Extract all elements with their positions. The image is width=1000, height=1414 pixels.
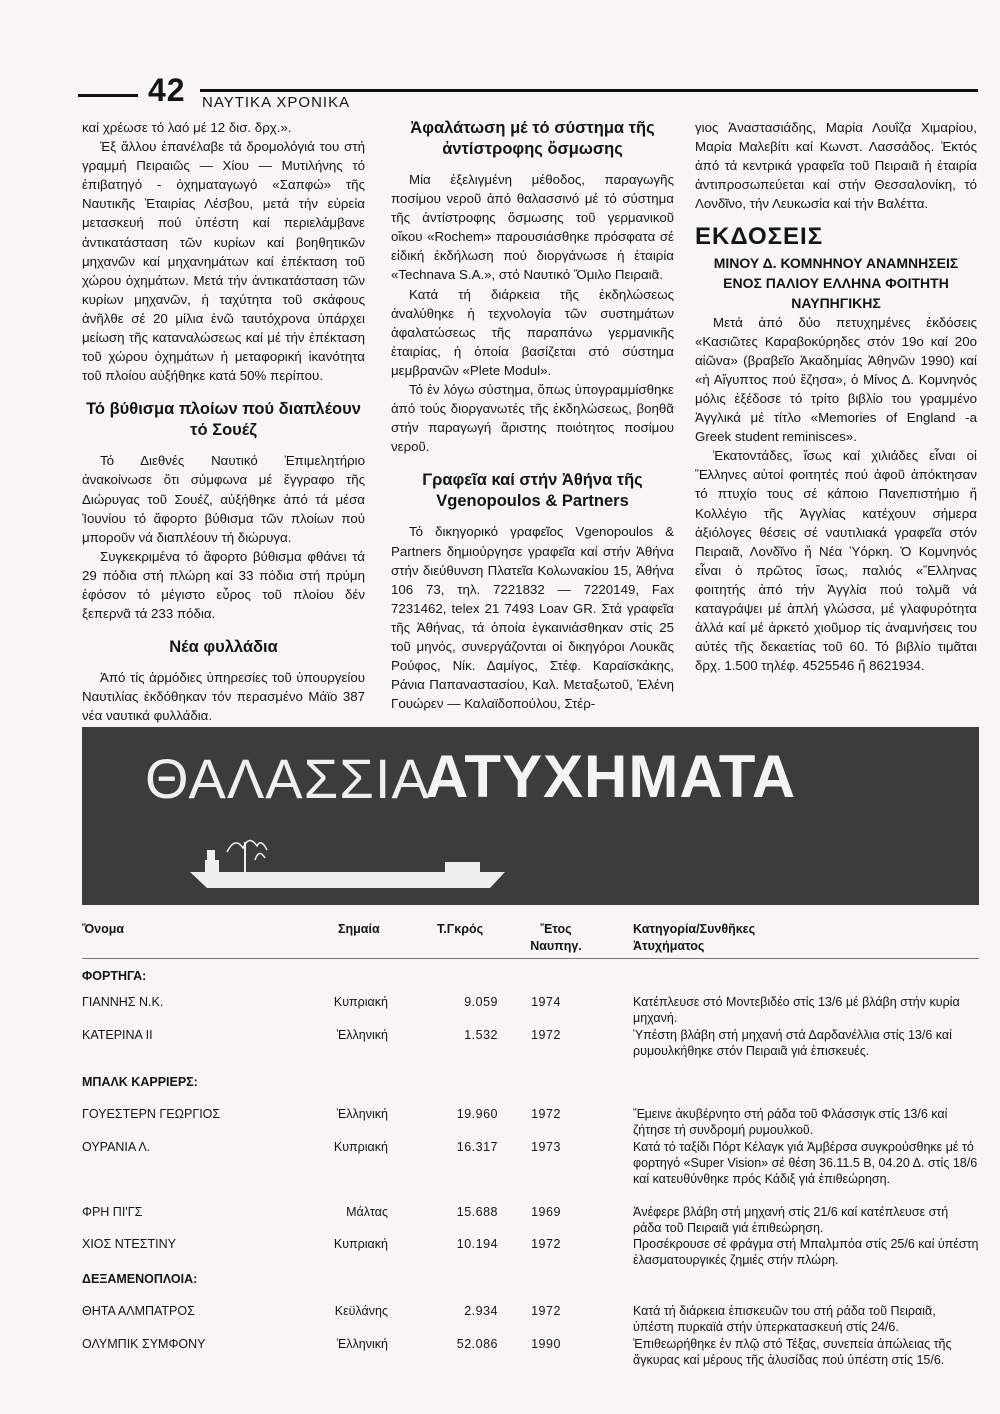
cell-flag: Μάλτας [346, 1205, 388, 1219]
column-3 [695, 118, 977, 675]
banner-title-bold: ΑΤΥΧΗΜΑΤΑ [425, 743, 797, 810]
paragraph: Τό δικηγορικό γραφεῖος Vgenopoulos & Partners δημιούργησε γραφεῖα καί στήν Ἀθήνα στήν διεύθυνση Πλατεῖα Κολωνακίου 15, Ἀθήνα 106 73, τηλ. 7221832 — 7220149, Fax 7231462, telex 21 7493 Loav GR. Στά γραφεῖα τῆς Ἀθήνας, τά ὁποία ἐγκαινιάσθηκαν στίς 25 τοῦ μηνός, συνεργάζονται οἱ δικηγόροι Λουκᾶς Ρούφος, Νίκ. Δαμίγος, Στέφ. Καραϊσκάκης, Ράνια Παπαναστασίου, Καλ. Μεταξωτοῦ, Ἑλένη Γουώρεν — Καλαϊδοπούλου, Στέρ- [391, 524, 674, 712]
section-heading-publications: ΕΚΔΟΣΕΙΣ [695, 223, 824, 251]
article-heading-desalination: Ἀφαλάτωση μέ τό σύστημα τῆς ἀντίστροφης ὄσμωσης [410, 119, 655, 158]
cell-year: 1974 [531, 995, 561, 1009]
col-header-year: Ἔτος Ναυπηγ. [530, 922, 582, 953]
cell-name: ΦΡΗ ΠΙ'ΓΣ [82, 1205, 143, 1219]
article-heading-leaflets: Νέα φυλλάδια [169, 638, 278, 657]
cell-desc: Ἀνέφερε βλάβη στή μηχανή στίς 21/6 καί κατέπλευσε στή ράδα τοῦ Πειραιᾶ γιά ἐπιθεώρηση. [633, 1205, 949, 1235]
cell-desc: Κατά τή διάρκεια ἐπισκευῶν του στή ράδα τοῦ Πειραιᾶ, ὑπέστη πυρκαϊά στήν ὑπερκατασκευή στίς 24/6. [633, 1304, 936, 1334]
cell-name: ΘΗΤΑ ΑΛΜΠΑΤΡΟΣ [82, 1304, 195, 1318]
paragraph: Κατά τή διάρκεια τῆς ἐκδηλώσεως ἀναλύθηκε ἡ τεχνολογία τῶν συστημάτων ἀφαλατώσεως τῆς παραπάνω γερμανικῆς ἑταιρίας, ἡ ὁποία βασίζεται στό σύστημα μεμβρανῶν «Plete Modul». [391, 286, 674, 378]
cell-flag: Κυπριακή [333, 1237, 388, 1251]
col-header-flag: Σημαία [338, 922, 380, 936]
article-heading-suez: Τό βύθισμα πλοίων πού διαπλέουν τό Σουέζ [86, 400, 361, 440]
cell-flag: Ἑλληνική [336, 1028, 388, 1042]
cell-year: 1973 [531, 1140, 561, 1154]
paragraph: καί χρέωσε τό λαό μέ 12 δισ. δρχ.». [82, 120, 292, 135]
paragraph: Τό Διεθνές Ναυτικό Ἐπιμελητήριο ἀνακοίνωσε ὅτι σύμφωνα μέ ἔγγραφο τῆς Διώρυγας τοῦ Σουέζ, αὐξήθηκε ἀπό τά μέσα Ἰουνίου τό ἄφορτο βύθισμα τῶν πλοίων πού μποροῦν νά διαπλέουν τή διώρυγα. [82, 453, 365, 545]
cell-desc: Ἐπιθεωρήθηκε ἐν πλῷ στό Τέξας, συνεπεία ἀπώλειας τῆς ἄγκυρας καί μέρους τῆς ἁλυσίδας πού ὑπέστη στίς 15/6. [633, 1337, 952, 1367]
category-label: ΦΟΡΤΗΓΑ: [82, 969, 147, 983]
col-header-name: Ὄνομα [82, 922, 125, 936]
cell-year: 1972 [531, 1237, 561, 1251]
cell-grt: 10.194 [456, 1237, 498, 1251]
cell-name: ΚΑΤΕΡΙΝΑ ΙΙ [82, 1028, 153, 1042]
book-title: ΜΙΝΟΥ Δ. ΚΟΜΝΗΝΟΥ ΑΝΑΜΝΗΣΕΙΣ ΕΝΟΣ ΠΑΛΙΟΥ ΕΛΛΗΝΑ ΦΟΙΤΗΤΗ ΝΑΥΠΗΓΙΚΗΣ [713, 254, 959, 311]
cell-desc: Κατά τό ταξίδι Πόρτ Κέλαγκ γιά Ἀμβέρσα συγκρούσθηκε μέ τό φορτηγό «Super Vision» σέ θέση 36.11.5 Β, 04.20 Δ. στίς 18/6 καί κατευθύνθηκε πρός Κάδιξ γιά ἐπιθεώρηση. [633, 1140, 978, 1186]
cell-desc: Ἔμεινε ἀκυβέρνητο στή ράδα τοῦ Φλάσσιγκ στίς 13/6 καί ζήτησε τή συνδρομή ρυμουλκοῦ. [633, 1107, 948, 1137]
cell-desc: Προσέκρουσε σέ φράγμα στή Μπαλμπόα στίς 25/6 καί ὑπέστη ἐλασματουργικές ζημιές στήν πλώρη. [633, 1237, 979, 1267]
cell-grt: 52.086 [456, 1337, 498, 1351]
category-label: ΔΕΞΑΜΕΝΟΠΛΟΙΑ: [82, 1272, 198, 1286]
cell-name: ΟΛΥΜΠΙΚ ΣΥΜΦΟΝΥ [82, 1337, 206, 1351]
cell-year: 1972 [531, 1107, 561, 1121]
cell-name: ΓΙΑΝΝΗΣ Ν.Κ. [82, 995, 164, 1009]
page-number: 42 [148, 72, 186, 108]
ship-icon [185, 832, 515, 892]
paragraph: Ἑκατοντάδες, ἴσως καί χιλιάδες εἶναι οἱ Ἕλληνες αὐτοί φοιτητές πού ἀφοῦ ἀπόκτησαν τό πτυχίο τους σέ κάποιο Πανεπιστήμιο ἤ Κολλέγιο τῆς Ἀγγλίας κατέχουν σήμερα ἀξιόλογες θέσεις σέ ναυτιλιακά γραφεῖα στόν Πειραιᾶ, Λονδῖνο ἤ Νέα Ὑόρκη. Ὁ Κομνηνός εἶναι ὁ πρῶτος ἴσως, παλιός «Ἕλληνας φοιτητής ἀπό τήν Ἀγγλία πού τολμᾶ νά καταγράψει μέ ἁπλή γλώσσα, μέ γλαφυρότητα ἀλλά καί μέ ἀρκετό χιοῦμορ τίς ἀναμνήσεις του αὐτές τῆς δεκαετίας τοῦ 60. Τό βιβλίο τιμᾶται δρχ. 1.500 τηλέφ. 4525546 ἤ 8621934. [695, 448, 977, 674]
article-heading-offices: Γραφεῖα καί στήν Ἀθήνα τῆς Vgenopoulos & Partners [422, 471, 643, 511]
header-rule-right [200, 89, 978, 92]
paragraph: Ἀπό τίς ἁρμόδιες ὑπηρεσίες τοῦ ὑπουργείου Ναυτιλίας ἐκδόθηκαν τόν περασμένο Μάϊο 387 νέα ναυτικά φυλλάδια. [82, 670, 365, 724]
column-2 [391, 118, 674, 713]
publication-name: ΝΑΥΤΙΚΑ ΧΡΟΝΙΚΑ [202, 94, 351, 111]
cell-desc: Ὑπέστη βλάβη στή μηχανή στά Δαρδανέλλια στίς 13/6 καί ρυμουλκήθηκε στόν Πειραιᾶ γιά ἐπισκευές. [633, 1028, 952, 1058]
cell-year: 1990 [531, 1337, 561, 1351]
header-rule-left [78, 94, 138, 97]
col-header-grt: Τ.Γκρός [437, 922, 484, 936]
paragraph: Τό ἐν λόγω σύστημα, ὅπως ὑπογραμμίσθηκε ἀπό τούς διοργανωτές τῆς ἐκδηλώσεως, βοηθᾶ στήν παραγωγή ἄριστης ποιότητος ποσίμου νεροῦ. [391, 382, 674, 455]
column-1 [82, 118, 365, 725]
table-divider [82, 958, 979, 959]
cell-grt: 19.960 [456, 1107, 498, 1121]
banner-title-light: ΘΑΛΑΣΣΙΑ [145, 747, 430, 810]
paragraph: Συγκεκριμένα τό ἄφορτο βύθισμα φθάνει τά 29 πόδια στή πλώρη καί 33 πόδια στή πρύμη ἐφόσον τό μέγιστο εὖρος τοῦ πλοίου δέν ξεπερνᾶ τά 233 πόδια. [82, 548, 365, 622]
col-header-desc: Κατηγορία/Συνθῆκες Ἀτυχήματος [633, 922, 756, 953]
cell-name: ΟΥΡΑΝΙΑ Λ. [82, 1140, 151, 1154]
cell-year: 1972 [531, 1304, 561, 1318]
paragraph: Μία ἐξελιγμένη μέθοδος, παραγωγῆς ποσίμου νεροῦ ἀπό θαλασσινό μέ τό σύστημα τῆς ἀντίστροφης ὄσμωσης τοῦ γερμανικοῦ οἴκου «Rochem» παρουσιάσθηκε πρόσφατα σέ εἰδική ἐκδήλωση πού διοργάνωσε ἡ ἑταιρία «Technava S.A.», στό Ναυτικό Ὅμιλο Πειραιᾶ. [391, 172, 674, 283]
cell-grt: 9.059 [464, 995, 498, 1009]
cell-year: 1972 [531, 1028, 561, 1042]
paragraph: Μετά ἀπό δύο πετυχημένες ἐκδόσεις «Κασιῶτες Καραβοκύρηδες στόν 19ο καί 20ο αἰῶνα» (βραβεῖο Ἀκαδημίας Ἀθηνῶν 1990) καί «ἡ Αἴγυπτος πού ἔζησα», ὁ Μίνος Δ. Κομνηνός μόλις ἐξέδοσε τό τρίτο βιβλίο του γραμμένο Ἀγγλικά μέ τίτλο «Memories of England -a Greek student reminisces». [695, 314, 977, 445]
cell-grt: 15.688 [456, 1205, 498, 1219]
cell-flag: Κυπριακή [333, 1140, 388, 1154]
cell-grt: 1.532 [464, 1028, 498, 1042]
cell-flag: Ἑλληνική [336, 1107, 388, 1121]
cell-year: 1969 [531, 1205, 561, 1219]
cell-name: ΧΙΟΣ ΝΤΕΣΤΙΝΥ [82, 1237, 176, 1251]
category-label: ΜΠΑΛΚ ΚΑΡΡΙΕΡΣ: [82, 1075, 198, 1089]
cell-desc: Κατέπλευσε στό Μοντεβιδέο στίς 13/6 μέ βλάβη στήν κυρία μηχανή. [633, 995, 960, 1025]
cell-grt: 16.317 [456, 1140, 498, 1154]
cell-flag: Ἑλληνική [336, 1337, 388, 1351]
cell-name: ΓΟΥΕΣΤΕΡΝ ΓΕΩΡΓΙΟΣ [82, 1107, 221, 1121]
cell-flag: Κεϋλάνης [334, 1304, 388, 1318]
paragraph: γιος Ἀναστασιάδης, Μαρία Λουΐζα Χιμαρίου, Μαρία Μαλεβίτι καί Κωνστ. Λασσάδος. Ἐκτός ἀπό τά κεντρικά γραφεῖα τοῦ Πειραιᾶ ἡ ἑταιρία ἀντιπροσωπεύεται καί στήν Θεσσαλονίκη, τό Λονδῖνο, τήν Λευκωσία καί τήν Βαλέττα. [695, 120, 977, 212]
cell-grt: 2.934 [464, 1304, 498, 1318]
cell-flag: Κυπριακή [333, 995, 388, 1009]
paragraph: Ἐξ ἄλλου ἐπανέλαβε τά δρομολόγιά του στή γραμμή Πειραιῶς — Χίου — Μυτιλήνης τό ἐπιβατηγό - ὀχηματαγωγό «Σαπφώ» τῆς Ναυτικῆς Ἑταιρίας Λέσβου, μετά τήν εὐρεία μετασκευή πού ὑπέστη καί περιελάμβανε ἀντικατάσταση τῶν κυρίων καί βοηθητικῶν μηχανῶν καί μηχανημάτων καί ἐπέκταση τοῦ χώρου ὀχημάτων. Μετά τήν ἀντικατάσταση τῶν κυρίων μηχανῶν, ἡ ταχύτητα τοῦ σκάφους ἀνῆλθε σέ 20 μίλια ἐνῶ ταυτόχρονα ὑπάρχει μείωση τῆς καταναλώσεως καί μέ τήν ἐπέκταση τοῦ χώρου ὀχημάτων ἡ μεταφορική ἱκανότητα τοῦ πλοίου αὐξήθηκε κατά 50% περίπου. [82, 139, 365, 384]
